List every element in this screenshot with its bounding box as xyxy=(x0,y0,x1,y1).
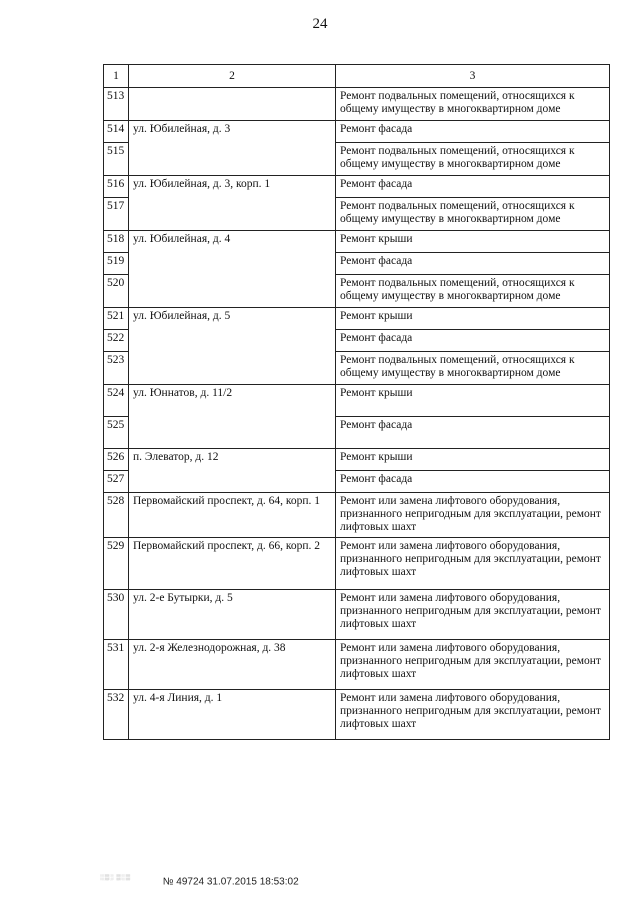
table-row xyxy=(104,88,610,121)
work-type-cell: Ремонт или замена лифтового оборудования, признанного непригодным для эксплуатации, ремонт лифтовых шахт xyxy=(336,590,610,640)
row-number: 517 xyxy=(104,198,129,231)
column-header-3: 3 xyxy=(336,65,610,88)
row-number: 525 xyxy=(104,417,129,449)
work-type-cell: Ремонт подвальных помещений, относящихся к общему имуществу в многоквартирном доме xyxy=(336,275,610,308)
row-number: 530 xyxy=(104,590,129,640)
row-number: 526 xyxy=(104,449,129,471)
work-type-cell: Ремонт крыши xyxy=(336,231,610,253)
table-row xyxy=(104,590,610,640)
work-type-cell: Ремонт подвальных помещений, относящихся к общему имуществу в многоквартирном доме xyxy=(336,143,610,176)
address-cell xyxy=(129,88,336,121)
address-cell: ул. 2-я Железнодорожная, д. 38 xyxy=(129,640,336,690)
column-header-2: 2 xyxy=(129,65,336,88)
table-row xyxy=(104,308,610,330)
work-type-cell: Ремонт или замена лифтового оборудования, признанного непригодным для эксплуатации, ремонт лифтовых шахт xyxy=(336,640,610,690)
table-row xyxy=(104,176,610,198)
work-type-cell: Ремонт подвальных помещений, относящихся к общему имуществу в многоквартирном доме xyxy=(336,198,610,231)
address-cell: ул. Юбилейная, д. 5 xyxy=(129,308,336,385)
address-cell: ул. Юбилейная, д. 4 xyxy=(129,231,336,308)
row-number: 515 xyxy=(104,143,129,176)
table-body xyxy=(104,65,610,740)
table-row xyxy=(104,690,610,740)
row-number: 523 xyxy=(104,352,129,385)
table-row xyxy=(104,385,610,417)
address-cell: ул. Юннатов, д. 11/2 xyxy=(129,385,336,449)
work-type-cell: Ремонт фасада xyxy=(336,471,610,493)
row-number: 532 xyxy=(104,690,129,740)
row-number: 514 xyxy=(104,121,129,143)
address-cell: п. Элеватор, д. 12 xyxy=(129,449,336,493)
work-type-cell: Ремонт фасада xyxy=(336,176,610,198)
document-registration-id: № 49724 31.07.2015 18:53:02 xyxy=(162,876,299,888)
address-cell: ул. Юбилейная, д. 3 xyxy=(129,121,336,176)
work-type-cell: Ремонт крыши xyxy=(336,308,610,330)
registration-stamp: ░▒░ ▒░▒ xyxy=(100,875,131,881)
row-number: 518 xyxy=(104,231,129,253)
document-footer xyxy=(100,875,299,889)
work-type-cell: Ремонт или замена лифтового оборудования, признанного непригодным для эксплуатации, ремонт лифтовых шахт xyxy=(336,690,610,740)
page-number: 24 xyxy=(312,16,328,32)
row-number: 528 xyxy=(104,493,129,538)
address-cell: Первомайский проспект, д. 66, корп. 2 xyxy=(129,538,336,590)
work-type-cell: Ремонт крыши xyxy=(336,449,610,471)
table-row xyxy=(104,231,610,253)
address-cell: ул. 2-е Бутырки, д. 5 xyxy=(129,590,336,640)
work-type-cell: Ремонт крыши xyxy=(336,385,610,417)
row-number: 516 xyxy=(104,176,129,198)
table-row xyxy=(104,449,610,471)
table-row xyxy=(104,121,610,143)
works-table xyxy=(103,64,610,740)
table-header-row xyxy=(104,65,610,88)
work-type-cell: Ремонт или замена лифтового оборудования, признанного непригодным для эксплуатации, ремонт лифтовых шахт xyxy=(336,493,610,538)
row-number: 527 xyxy=(104,471,129,493)
table-row xyxy=(104,538,610,590)
table-row xyxy=(104,640,610,690)
row-number: 519 xyxy=(104,253,129,275)
row-number: 513 xyxy=(104,88,129,121)
work-type-cell: Ремонт подвальных помещений, относящихся к общему имуществу в многоквартирном доме xyxy=(336,88,610,121)
work-type-cell: Ремонт фасада xyxy=(336,417,610,449)
work-type-cell: Ремонт или замена лифтового оборудования, признанного непригодным для эксплуатации, ремонт лифтовых шахт xyxy=(336,538,610,590)
row-number: 522 xyxy=(104,330,129,352)
row-number: 520 xyxy=(104,275,129,308)
address-cell: ул. Юбилейная, д. 3, корп. 1 xyxy=(129,176,336,231)
row-number: 524 xyxy=(104,385,129,417)
row-number: 531 xyxy=(104,640,129,690)
work-type-cell: Ремонт фасада xyxy=(336,330,610,352)
work-type-cell: Ремонт фасада xyxy=(336,121,610,143)
work-type-cell: Ремонт подвальных помещений, относящихся к общему имуществу в многоквартирном доме xyxy=(336,352,610,385)
table-row xyxy=(104,493,610,538)
row-number: 521 xyxy=(104,308,129,330)
row-number: 529 xyxy=(104,538,129,590)
column-header-1: 1 xyxy=(104,65,129,88)
work-type-cell: Ремонт фасада xyxy=(336,253,610,275)
address-cell: Первомайский проспект, д. 64, корп. 1 xyxy=(129,493,336,538)
address-cell: ул. 4-я Линия, д. 1 xyxy=(129,690,336,740)
